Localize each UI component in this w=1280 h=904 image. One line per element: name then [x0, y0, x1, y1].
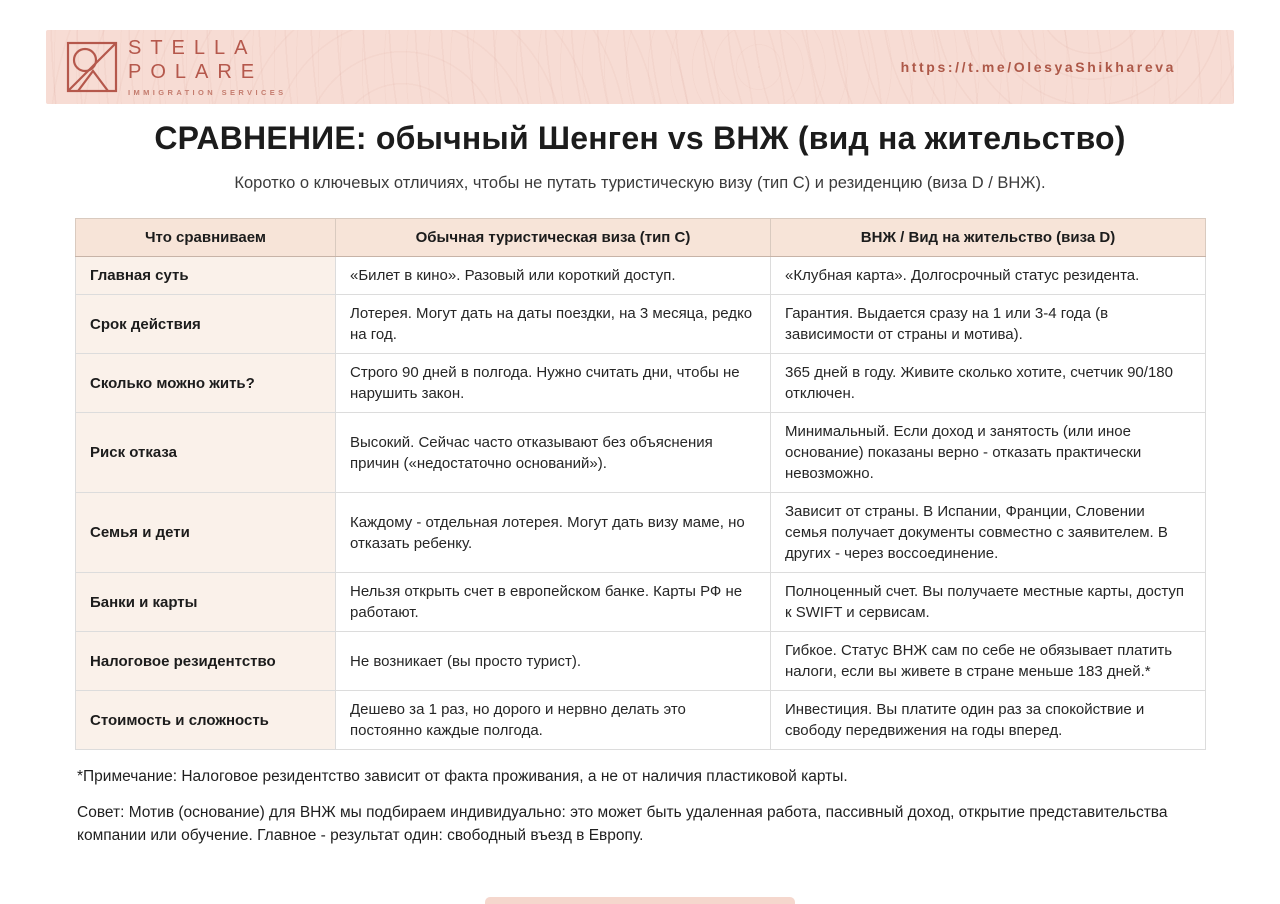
- table-row: [76, 573, 1206, 632]
- vnzh-cell: Гарантия. Выдается сразу на 1 или 3-4 года (в зависимости от страны и мотива).: [771, 295, 1206, 354]
- logo-line-2: POLARE: [128, 60, 264, 83]
- brand-header-band: [46, 30, 1234, 104]
- advice-note: Совет: Мотив (основание) для ВНЖ мы подбираем индивидуально: это может быть удаленная работа, пассивный доход, открытие представительства компании или обучение. Главное - результат один: свободный въезд в Европу.: [77, 804, 1168, 844]
- row-label: Главная суть: [76, 257, 336, 295]
- vnzh-cell: Инвестиция. Вы платите один раз за спокойствие и свободу передвижения на годы вперед.: [771, 691, 1206, 750]
- telegram-link[interactable]: https://t.me/OlesyaShikhareva: [900, 59, 1176, 75]
- visa-cell: Строго 90 дней в полгода. Нужно считать дни, чтобы не нарушить закон.: [336, 354, 771, 413]
- logo-line-1: STELLA: [128, 36, 257, 59]
- stella-polare-logo-icon: [66, 41, 118, 93]
- page-title: СРАВНЕНИЕ: обычный Шенген vs ВНЖ (вид на жительство): [154, 120, 1126, 156]
- row-label: Риск отказа: [76, 413, 336, 493]
- visa-cell: Нельзя открыть счет в европейском банке. Карты РФ не работают.: [336, 573, 771, 632]
- vnzh-cell: 365 дней в году. Живите сколько хотите, счетчик 90/180 отключен.: [771, 354, 1206, 413]
- column-header-residence: ВНЖ / Вид на жительство (виза D): [771, 219, 1206, 257]
- page-subtitle: Коротко о ключевых отличиях, чтобы не путать туристическую визу (тип C) и резиденцию (виза D / ВНЖ).: [234, 174, 1046, 192]
- row-label: Семья и дети: [76, 493, 336, 573]
- row-label: Стоимость и сложность: [76, 691, 336, 750]
- table-header-row: [76, 219, 1206, 257]
- visa-cell: Не возникает (вы просто турист).: [336, 632, 771, 691]
- row-label: Банки и карты: [76, 573, 336, 632]
- row-label: Сколько можно жить?: [76, 354, 336, 413]
- row-label: Срок действия: [76, 295, 336, 354]
- visa-cell: Каждому - отдельная лотерея. Могут дать визу маме, но отказать ребенку.: [336, 493, 771, 573]
- column-header-criteria: Что сравниваем: [76, 219, 336, 257]
- table-row: [76, 295, 1206, 354]
- table-row: [76, 632, 1206, 691]
- logo-tagline: IMMIGRATION SERVICES: [128, 88, 287, 98]
- table-row: [76, 493, 1206, 573]
- table-row: [76, 413, 1206, 493]
- vnzh-cell: Минимальный. Если доход и занятость (или иное основание) показаны верно - отказать практически невозможно.: [771, 413, 1206, 493]
- column-header-tourist-visa: Обычная туристическая виза (тип C): [336, 219, 771, 257]
- vnzh-cell: Полноценный счет. Вы получаете местные карты, доступ к SWIFT и сервисам.: [771, 573, 1206, 632]
- logo-text: [128, 37, 287, 97]
- row-label: Налоговое резидентство: [76, 632, 336, 691]
- vnzh-cell: Гибкое. Статус ВНЖ сам по себе не обязывает платить налоги, если вы живете в стране меньше 183 дней.*: [771, 632, 1206, 691]
- visa-cell: «Билет в кино». Разовый или короткий доступ.: [336, 257, 771, 295]
- table-row: [76, 691, 1206, 750]
- table-row: [76, 257, 1206, 295]
- vnzh-cell: «Клубная карта». Долгосрочный статус резидента.: [771, 257, 1206, 295]
- table-row: [76, 354, 1206, 413]
- visa-cell: Высокий. Сейчас часто отказывают без объяснения причин («недостаточно оснований»).: [336, 413, 771, 493]
- footnote: *Примечание: Налоговое резидентство зависит от факта проживания, а не от наличия пластиковой карты.: [77, 768, 848, 785]
- bottom-band-partial: [485, 897, 795, 904]
- vnzh-cell: Зависит от страны. В Испании, Франции, Словении семья получает документы совместно с заявителем. В других - через воссоединение.: [771, 493, 1206, 573]
- logo: [66, 37, 287, 97]
- comparison-table: [75, 218, 1206, 750]
- visa-cell: Лотерея. Могут дать на даты поездки, на 3 месяца, редко на год.: [336, 295, 771, 354]
- visa-cell: Дешево за 1 раз, но дорого и нервно делать это постоянно каждые полгода.: [336, 691, 771, 750]
